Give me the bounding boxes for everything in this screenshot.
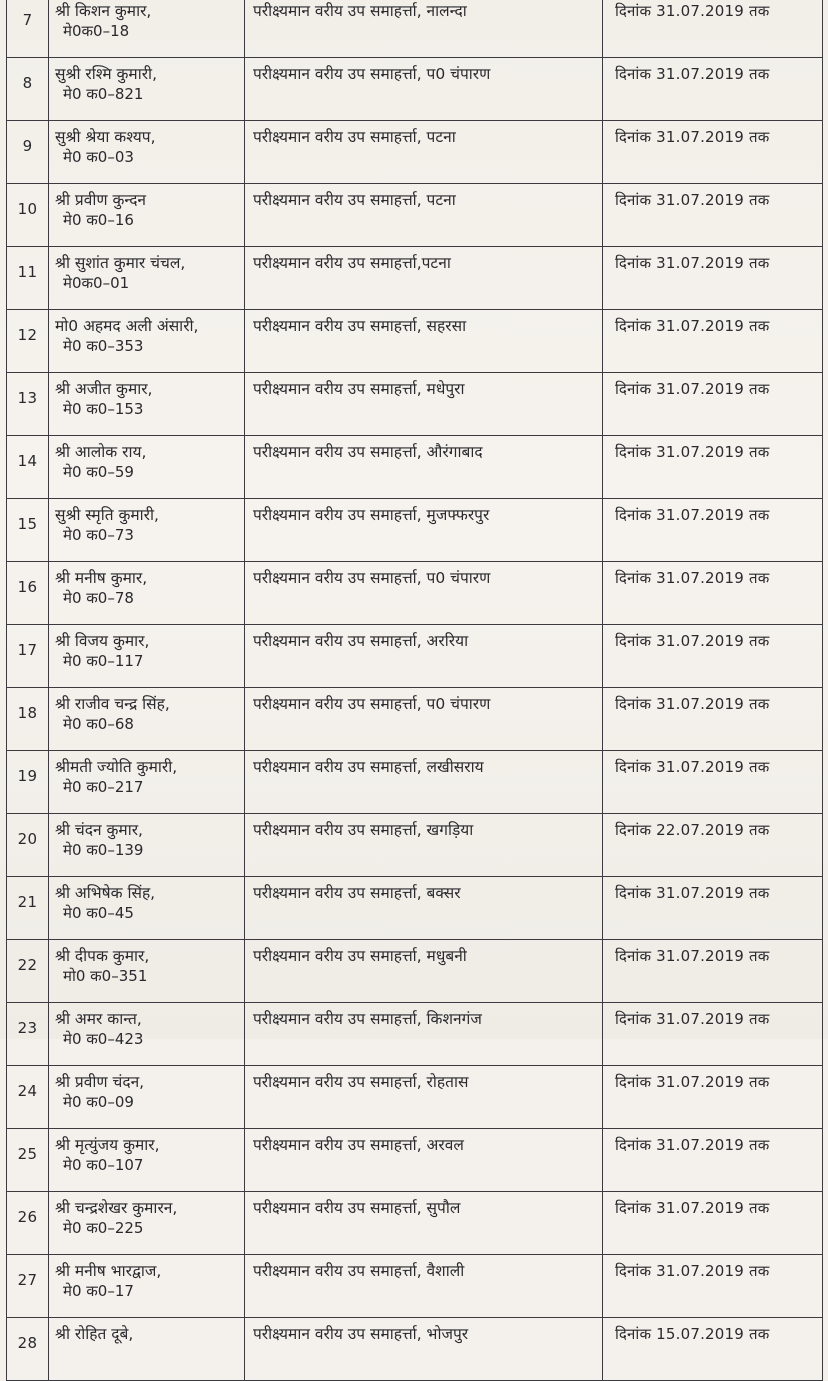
officer-name-cell xyxy=(49,499,245,562)
officer-name-cell xyxy=(49,121,245,184)
table-row xyxy=(7,1318,823,1381)
officer-name-cell xyxy=(49,1318,245,1381)
posting-date: दिनांक 31.07.2019 तक xyxy=(603,877,823,940)
serial-number: 13 xyxy=(7,373,49,436)
posting-date: दिनांक 31.07.2019 तक xyxy=(603,310,823,373)
table-row xyxy=(7,1066,823,1129)
serial-number: 16 xyxy=(7,562,49,625)
officer-name-cell xyxy=(49,814,245,877)
posting-date: दिनांक 31.07.2019 तक xyxy=(603,247,823,310)
officer-name-cell xyxy=(49,1129,245,1192)
merit-code: मे0 क0–117 xyxy=(63,652,144,670)
table-row xyxy=(7,58,823,121)
merit-code: मे0 क0–225 xyxy=(63,1219,144,1237)
officer-name: श्री प्रवीण कुन्दन xyxy=(55,191,147,209)
officer-name-cell xyxy=(49,373,245,436)
posting-place: परीक्ष्यमान वरीय उप समाहर्त्ता, अररिया xyxy=(245,625,603,688)
serial-number: 22 xyxy=(7,940,49,1003)
serial-number: 7 xyxy=(7,0,49,58)
serial-number: 9 xyxy=(7,121,49,184)
table-row xyxy=(7,0,823,58)
officer-name: श्री मनीष कुमार, xyxy=(55,569,148,587)
officer-name-cell xyxy=(49,940,245,1003)
officer-name-cell xyxy=(49,184,245,247)
merit-code: मे0 क0–73 xyxy=(63,526,134,544)
officer-name: श्री विजय कुमार, xyxy=(55,632,150,650)
posting-date: दिनांक 31.07.2019 तक xyxy=(603,184,823,247)
officer-name-cell xyxy=(49,688,245,751)
merit-code: मे0क0–18 xyxy=(63,22,130,40)
posting-date: दिनांक 31.07.2019 तक xyxy=(603,1255,823,1318)
officer-name: श्री चंदन कुमार, xyxy=(55,821,143,839)
table-row xyxy=(7,562,823,625)
posting-date: दिनांक 31.07.2019 तक xyxy=(603,373,823,436)
serial-number: 12 xyxy=(7,310,49,373)
officer-name-cell xyxy=(49,751,245,814)
officer-posting-table xyxy=(6,0,823,1381)
posting-date: दिनांक 31.07.2019 तक xyxy=(603,625,823,688)
posting-place: परीक्ष्यमान वरीय उप समाहर्त्ता, औरंगाबाद xyxy=(245,436,603,499)
serial-number: 11 xyxy=(7,247,49,310)
posting-place: परीक्ष्यमान वरीय उप समाहर्त्ता, लखीसराय xyxy=(245,751,603,814)
posting-place: परीक्ष्यमान वरीय उप समाहर्त्ता, अरवल xyxy=(245,1129,603,1192)
merit-code: मे0 क0–423 xyxy=(63,1030,144,1048)
serial-number: 14 xyxy=(7,436,49,499)
officer-name: श्री अजीत कुमार, xyxy=(55,380,153,398)
posting-date: दिनांक 31.07.2019 तक xyxy=(603,562,823,625)
officer-name: मो0 अहमद अली अंसारी, xyxy=(55,317,199,335)
serial-number: 21 xyxy=(7,877,49,940)
serial-number: 23 xyxy=(7,1003,49,1066)
posting-place: परीक्ष्यमान वरीय उप समाहर्त्ता, सुपौल xyxy=(245,1192,603,1255)
merit-code: मे0 क0–139 xyxy=(63,841,144,859)
officer-name: श्री चन्द्रशेखर कुमारन, xyxy=(55,1199,178,1217)
officer-name-cell xyxy=(49,310,245,373)
merit-code: मे0 क0–353 xyxy=(63,337,144,355)
table-row xyxy=(7,1129,823,1192)
table-row xyxy=(7,625,823,688)
merit-code: मे0 क0–45 xyxy=(63,904,134,922)
officer-name: श्रीमती ज्योति कुमारी, xyxy=(55,758,178,776)
posting-place: परीक्ष्यमान वरीय उप समाहर्त्ता, भोजपुर xyxy=(245,1318,603,1381)
posting-date: दिनांक 31.07.2019 तक xyxy=(603,1129,823,1192)
posting-date: दिनांक 22.07.2019 तक xyxy=(603,814,823,877)
officer-name-cell xyxy=(49,1255,245,1318)
merit-code: मे0 क0–821 xyxy=(63,85,144,103)
table-row xyxy=(7,1003,823,1066)
posting-date: दिनांक 31.07.2019 तक xyxy=(603,436,823,499)
merit-code: मे0 क0–59 xyxy=(63,463,134,481)
table-row xyxy=(7,688,823,751)
officer-name: सुश्री रश्मि कुमारी, xyxy=(55,65,157,83)
posting-date: दिनांक 15.07.2019 तक xyxy=(603,1318,823,1381)
posting-date: दिनांक 31.07.2019 तक xyxy=(603,0,823,58)
posting-date: दिनांक 31.07.2019 तक xyxy=(603,688,823,751)
posting-place: परीक्ष्यमान वरीय उप समाहर्त्ता, बक्सर xyxy=(245,877,603,940)
table-row xyxy=(7,751,823,814)
merit-code: मे0 क0–17 xyxy=(63,1282,134,1300)
posting-date: दिनांक 31.07.2019 तक xyxy=(603,1003,823,1066)
posting-place: परीक्ष्यमान वरीय उप समाहर्त्ता, प0 चंपारण xyxy=(245,688,603,751)
officer-name: सुश्री स्मृति कुमारी, xyxy=(55,506,159,524)
officer-name-cell xyxy=(49,1192,245,1255)
merit-code: मे0 क0–107 xyxy=(63,1156,144,1174)
officer-name: श्री दीपक कुमार, xyxy=(55,947,150,965)
merit-code: मे0क0–01 xyxy=(63,274,130,292)
officer-name-cell xyxy=(49,1066,245,1129)
officer-name: श्री रोहित दूबे, xyxy=(55,1325,134,1343)
officer-name-cell xyxy=(49,877,245,940)
posting-place: परीक्ष्यमान वरीय उप समाहर्त्ता, मुजफ्फरपुर xyxy=(245,499,603,562)
officer-name: श्री आलोक राय, xyxy=(55,443,147,461)
posting-place: परीक्ष्यमान वरीय उप समाहर्त्ता, प0 चंपारण xyxy=(245,562,603,625)
posting-place: परीक्ष्यमान वरीय उप समाहर्त्ता, मधेपुरा xyxy=(245,373,603,436)
posting-date: दिनांक 31.07.2019 तक xyxy=(603,1066,823,1129)
posting-place: परीक्ष्यमान वरीय उप समाहर्त्ता, रोहतास xyxy=(245,1066,603,1129)
officer-name-cell xyxy=(49,1003,245,1066)
serial-number: 26 xyxy=(7,1192,49,1255)
officer-name-cell xyxy=(49,562,245,625)
officer-name-cell xyxy=(49,58,245,121)
posting-place: परीक्ष्यमान वरीय उप समाहर्त्ता, नालन्दा xyxy=(245,0,603,58)
table-row xyxy=(7,436,823,499)
posting-date: दिनांक 31.07.2019 तक xyxy=(603,499,823,562)
table-row xyxy=(7,1255,823,1318)
posting-place: परीक्ष्यमान वरीय उप समाहर्त्ता, प0 चंपारण xyxy=(245,58,603,121)
merit-code: मे0 क0–16 xyxy=(63,211,134,229)
serial-number: 8 xyxy=(7,58,49,121)
posting-place: परीक्ष्यमान वरीय उप समाहर्त्ता, किशनगंज xyxy=(245,1003,603,1066)
serial-number: 15 xyxy=(7,499,49,562)
serial-number: 25 xyxy=(7,1129,49,1192)
officer-name: श्री किशन कुमार, xyxy=(55,2,152,20)
table-row xyxy=(7,247,823,310)
merit-code: मो0 क0–351 xyxy=(63,967,148,985)
officer-name: श्री मनीष भारद्वाज, xyxy=(55,1262,162,1280)
officer-name-cell xyxy=(49,247,245,310)
officer-name: श्री सुशांत कुमार चंचल, xyxy=(55,254,186,272)
table-body xyxy=(7,0,823,1381)
serial-number: 27 xyxy=(7,1255,49,1318)
merit-code: मे0 क0–217 xyxy=(63,778,144,796)
posting-place: परीक्ष्यमान वरीय उप समाहर्त्ता, खगड़िया xyxy=(245,814,603,877)
serial-number: 20 xyxy=(7,814,49,877)
serial-number: 17 xyxy=(7,625,49,688)
posting-date: दिनांक 31.07.2019 तक xyxy=(603,751,823,814)
officer-name-cell xyxy=(49,0,245,58)
merit-code: मे0 क0–03 xyxy=(63,148,134,166)
table-row xyxy=(7,184,823,247)
merit-code: मे0 क0–68 xyxy=(63,715,134,733)
table-row xyxy=(7,814,823,877)
officer-name: श्री अभिषेक सिंह, xyxy=(55,884,156,902)
officer-name-cell xyxy=(49,436,245,499)
table-row xyxy=(7,940,823,1003)
officer-name: श्री अमर कान्त, xyxy=(55,1010,142,1028)
posting-place: परीक्ष्यमान वरीय उप समाहर्त्ता, मधुबनी xyxy=(245,940,603,1003)
posting-place: परीक्ष्यमान वरीय उप समाहर्त्ता, पटना xyxy=(245,121,603,184)
table-row xyxy=(7,310,823,373)
posting-place: परीक्ष्यमान वरीय उप समाहर्त्ता,पटना xyxy=(245,247,603,310)
merit-code: मे0 क0–09 xyxy=(63,1093,134,1111)
merit-code: मे0 क0–153 xyxy=(63,400,144,418)
serial-number: 10 xyxy=(7,184,49,247)
officer-name-cell xyxy=(49,625,245,688)
table-row xyxy=(7,121,823,184)
table-row xyxy=(7,1192,823,1255)
posting-date: दिनांक 31.07.2019 तक xyxy=(603,1192,823,1255)
table-row xyxy=(7,373,823,436)
officer-name: श्री राजीव चन्द्र सिंह, xyxy=(55,695,170,713)
table-row xyxy=(7,499,823,562)
officer-name: श्री प्रवीण चंदन, xyxy=(55,1073,145,1091)
serial-number: 28 xyxy=(7,1318,49,1381)
serial-number: 24 xyxy=(7,1066,49,1129)
posting-place: परीक्ष्यमान वरीय उप समाहर्त्ता, वैशाली xyxy=(245,1255,603,1318)
posting-date: दिनांक 31.07.2019 तक xyxy=(603,58,823,121)
merit-code: मे0 क0–78 xyxy=(63,589,134,607)
officer-name: सुश्री श्रेया कश्यप, xyxy=(55,128,156,146)
posting-place: परीक्ष्यमान वरीय उप समाहर्त्ता, पटना xyxy=(245,184,603,247)
posting-date: दिनांक 31.07.2019 तक xyxy=(603,940,823,1003)
table-row xyxy=(7,877,823,940)
serial-number: 18 xyxy=(7,688,49,751)
posting-place: परीक्ष्यमान वरीय उप समाहर्त्ता, सहरसा xyxy=(245,310,603,373)
serial-number: 19 xyxy=(7,751,49,814)
posting-date: दिनांक 31.07.2019 तक xyxy=(603,121,823,184)
officer-name: श्री मृत्युंजय कुमार, xyxy=(55,1136,160,1154)
